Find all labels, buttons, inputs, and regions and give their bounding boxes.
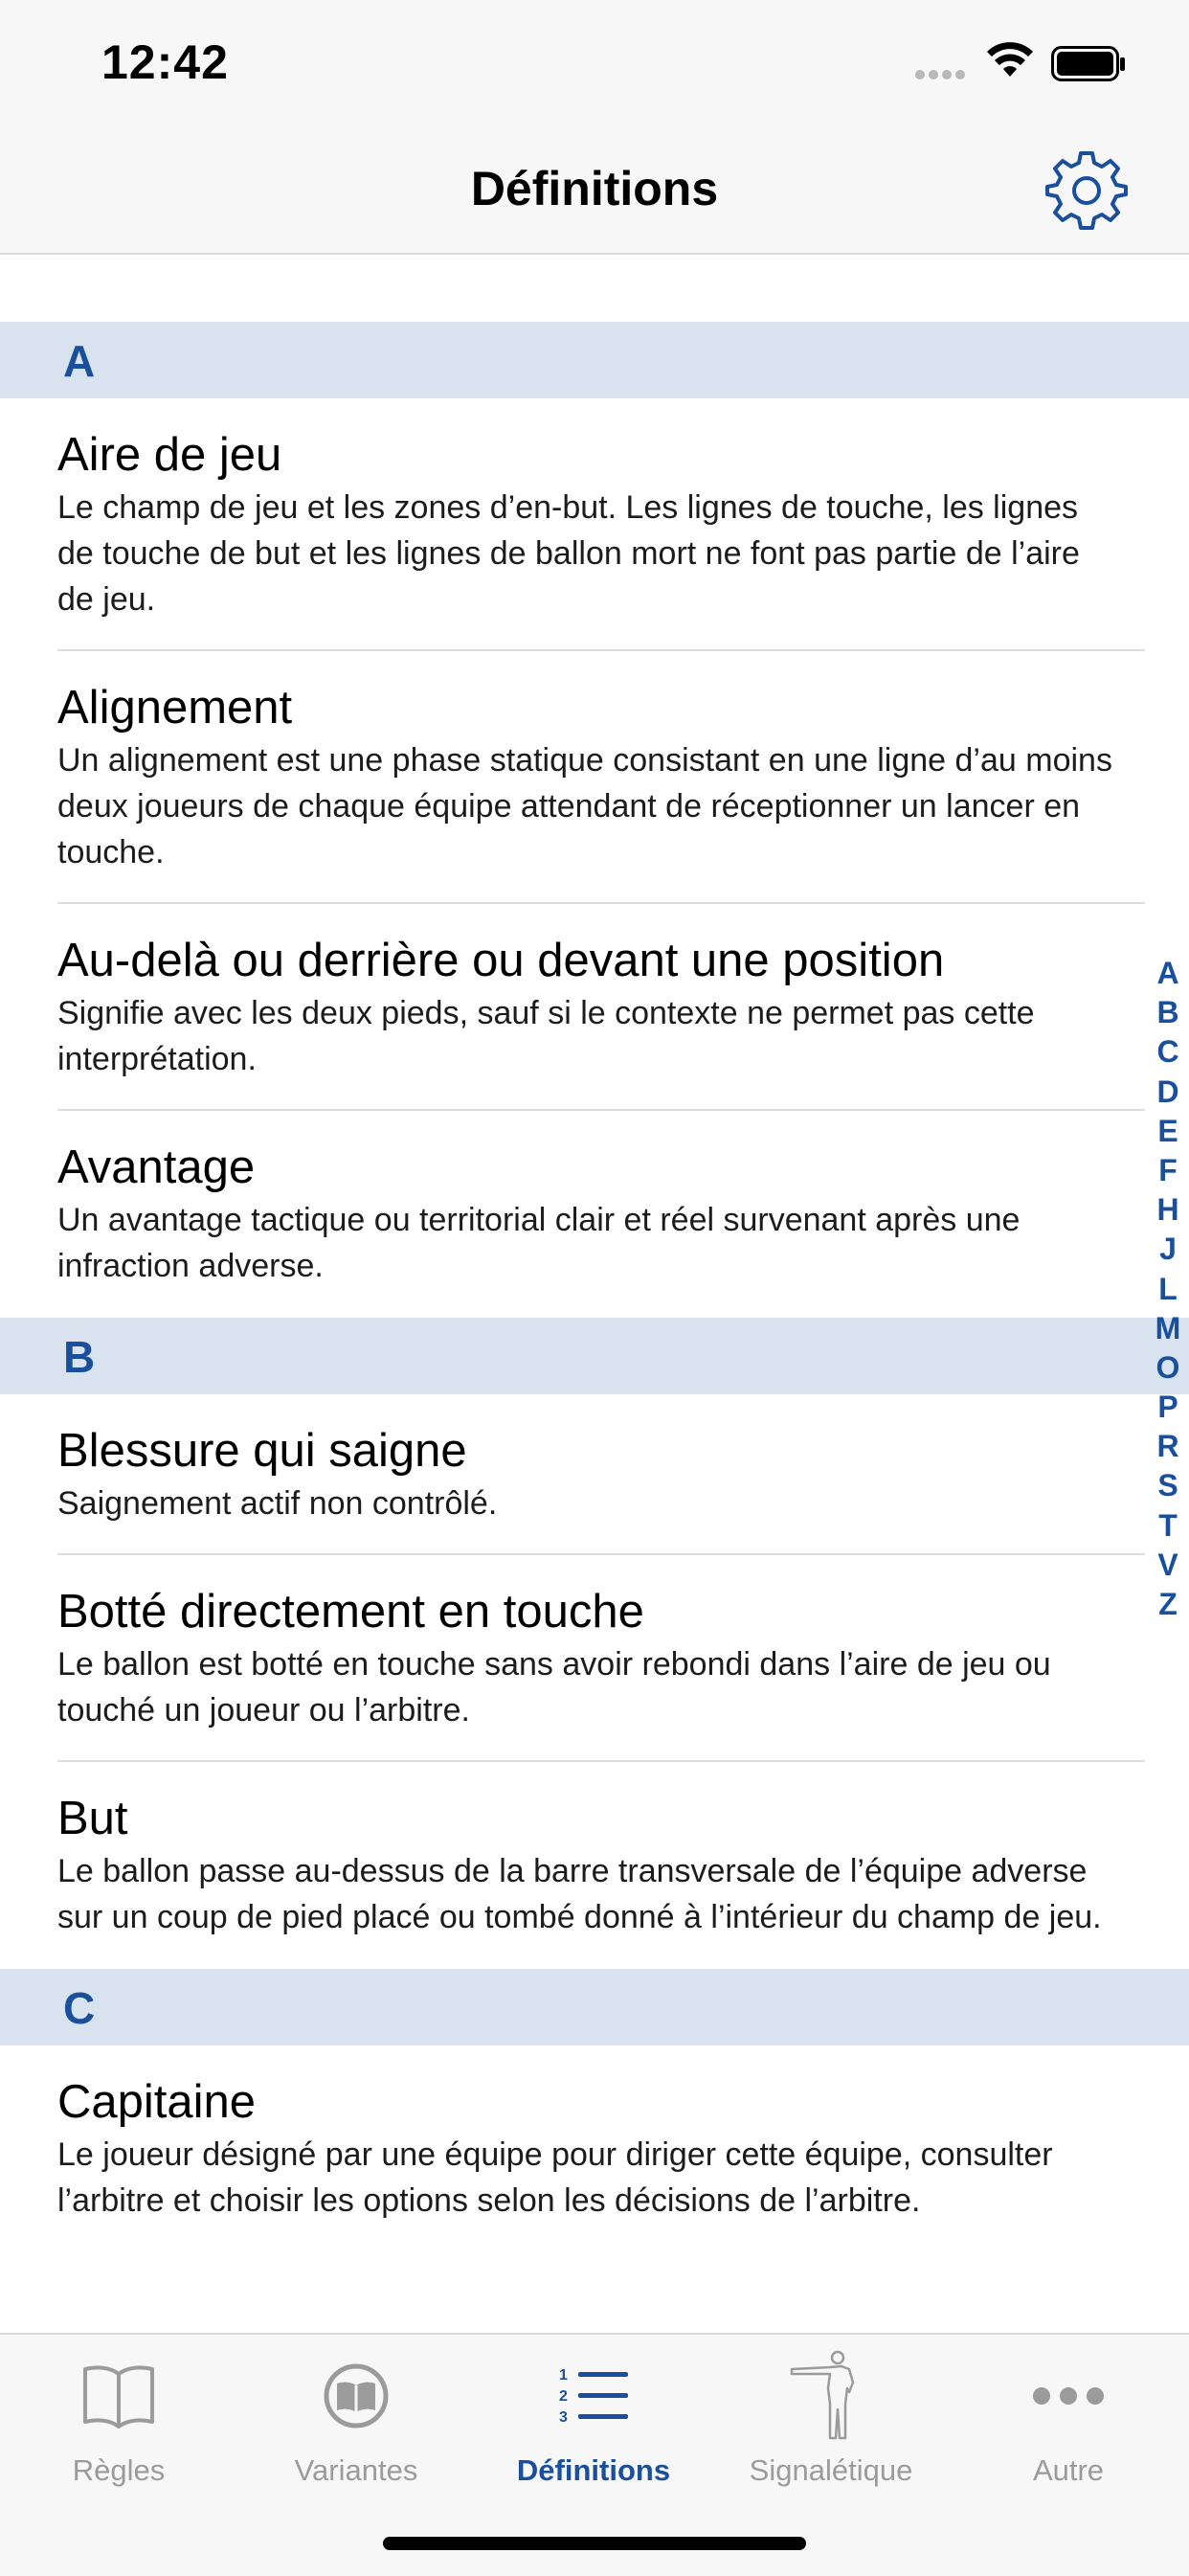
wifi-icon: [986, 42, 1034, 79]
list-item[interactable]: [0, 2045, 1189, 2252]
entry-title: Au-delà ou derrière ou devant une position: [57, 935, 945, 986]
page-title: Définitions: [470, 162, 719, 215]
index-letter-r[interactable]: R: [1156, 1429, 1179, 1464]
variants-book-icon: [323, 2362, 390, 2429]
list-item[interactable]: [0, 1555, 1189, 1762]
more-dots-icon: [1032, 2386, 1105, 2406]
entry-title: Alignement: [57, 682, 293, 734]
index-letter-s[interactable]: S: [1157, 1468, 1178, 1503]
list-item[interactable]: [0, 1394, 1189, 1555]
index-letter-v[interactable]: V: [1157, 1547, 1178, 1582]
list-item[interactable]: [0, 398, 1189, 651]
list-item[interactable]: [0, 1111, 1189, 1318]
tab-label: Règles: [72, 2453, 166, 2487]
index-letter-e[interactable]: E: [1157, 1113, 1178, 1148]
tab-label: Définitions: [516, 2453, 671, 2487]
index-letter-p[interactable]: P: [1157, 1390, 1178, 1425]
cellular-signal-icon: [915, 67, 971, 80]
definitions-list[interactable]: [0, 322, 1189, 2333]
status-bar: [0, 0, 1189, 128]
section-header-b: [0, 1318, 1189, 1394]
entry-description: Le ballon est botté en touche sans avoir rebondi dans l’aire de jeu ou touché un joueur ou l’arbitre.: [57, 1646, 1051, 1729]
list-item[interactable]: [0, 651, 1189, 904]
section-index[interactable]: [1147, 954, 1189, 1624]
index-letter-a[interactable]: A: [1156, 956, 1179, 990]
gear-icon[interactable]: [1045, 149, 1128, 232]
svg-text:3: 3: [559, 2409, 568, 2426]
entry-description: Un alignement est une phase statique consistant en une ligne d’au moins deux joueurs de chaque équipe attendant de réceptionner un lancer en touche.: [57, 742, 1112, 870]
list-item[interactable]: [0, 1762, 1189, 1969]
entry-description: Saignement actif non contrôlé.: [57, 1485, 498, 1522]
tab-signaletique[interactable]: [712, 2335, 950, 2507]
entry-description: Un avantage tactique ou territorial clair et réel survenant après une infraction adverse.: [57, 1202, 1021, 1284]
status-time: 12:42: [101, 35, 229, 89]
index-letter-c[interactable]: C: [1156, 1034, 1179, 1070]
index-letter-l[interactable]: L: [1158, 1271, 1178, 1306]
battery-icon: [1051, 46, 1128, 82]
entry-title: Avantage: [57, 1141, 256, 1193]
section-header-a: [0, 322, 1189, 398]
entry-description: Le joueur désigné par une équipe pour diriger cette équipe, consulter l’arbitre et choisir les options selon les décisions de l’arbitre.: [57, 2136, 1053, 2219]
tab-variantes[interactable]: [237, 2335, 475, 2507]
tab-label: Autre: [1032, 2453, 1105, 2487]
navigation-bar: [0, 128, 1189, 255]
index-letter-z[interactable]: Z: [1158, 1587, 1178, 1621]
book-icon: [81, 2362, 156, 2429]
index-letter-j[interactable]: J: [1159, 1232, 1177, 1267]
home-indicator[interactable]: [383, 2537, 806, 2550]
svg-text:2: 2: [559, 2388, 568, 2405]
entry-title: Botté directement en touche: [57, 1586, 644, 1638]
index-letter-b[interactable]: B: [1156, 995, 1179, 1030]
section-letter: A: [63, 336, 96, 386]
list-item[interactable]: [0, 904, 1189, 1111]
entry-title: Aire de jeu: [57, 429, 282, 481]
index-letter-o[interactable]: O: [1155, 1349, 1180, 1385]
entry-title: Capitaine: [57, 2076, 257, 2128]
index-letter-m[interactable]: M: [1155, 1310, 1181, 1345]
index-letter-d[interactable]: D: [1156, 1073, 1179, 1109]
index-letter-t[interactable]: T: [1158, 1507, 1178, 1543]
section-letter: C: [63, 1983, 96, 2033]
tab-label: Variantes: [294, 2453, 418, 2487]
section-header-c: [0, 1969, 1189, 2045]
numbered-list-icon: [557, 2366, 630, 2426]
tab-definitions[interactable]: [475, 2335, 712, 2507]
tab-autre[interactable]: [950, 2335, 1187, 2507]
svg-text:1: 1: [559, 2367, 568, 2384]
index-letter-f[interactable]: F: [1158, 1152, 1178, 1187]
tab-regles[interactable]: [0, 2335, 237, 2507]
entry-title: But: [57, 1793, 128, 1844]
tab-label: Signalétique: [749, 2453, 913, 2487]
section-letter: B: [63, 1332, 96, 1382]
entry-description: Le champ de jeu et les zones d’en-but. Les lignes de touche, les lignes de touche de but et les lignes de ballon mort ne font pas partie de l’aire de jeu.: [57, 489, 1080, 618]
entry-description: Signifie avec les deux pieds, sauf si le contexte ne permet pas cette interprétation.: [57, 995, 1035, 1077]
entry-title: Blessure qui saigne: [57, 1425, 467, 1477]
entry-description: Le ballon passe au-dessus de la barre transversale de l’équipe adverse sur un coup de pied placé ou tombé donné à l’intérieur du champ de jeu.: [57, 1853, 1102, 1935]
referee-signal-icon: [788, 2350, 874, 2442]
index-letter-h[interactable]: H: [1156, 1192, 1179, 1228]
